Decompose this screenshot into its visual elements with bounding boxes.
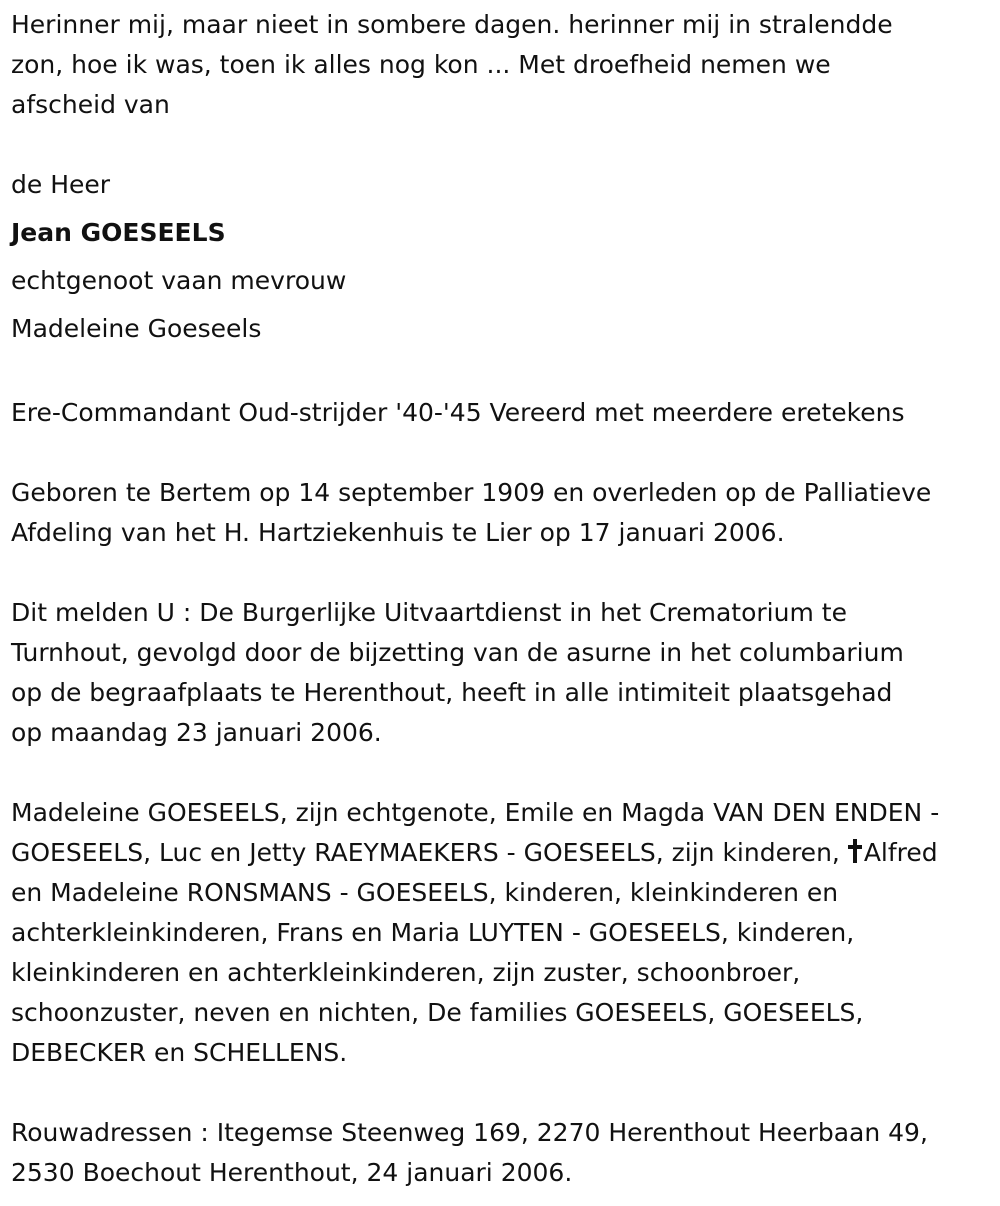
birth-death-line: Afdeling van het H. Hartziekenhuis te Lier op 17 januari 2006. [11, 518, 785, 547]
cross-icon [848, 839, 862, 863]
spacer [11, 753, 996, 793]
intro-paragraph [11, 5, 996, 125]
family-line: en Madeleine RONSMANS - GOESEELS, kinderen, kleinkinderen en [11, 878, 839, 907]
deceased-name: Jean GOESEELS [11, 218, 226, 247]
ceremony-line: Dit melden U : De Burgerlijke Uitvaartdienst in het Crematorium te [11, 598, 847, 627]
family-line-part: Alfred [863, 838, 938, 867]
family-line: Madeleine GOESEELS, zijn echtgenote, Emile en Magda VAN DEN ENDEN - [11, 798, 940, 827]
family-line-part: GOESEELS, Luc en Jetty RAEYMAEKERS - GOESEELS, zijn kinderen, [11, 838, 848, 867]
family-line [11, 833, 996, 873]
spouse-name: Madeleine Goeseels [11, 314, 262, 343]
birth-death-paragraph [11, 473, 996, 553]
family-line: achterkleinkinderen, Frans en Maria LUYTEN - GOESEELS, kinderen, [11, 918, 855, 947]
address-line: 2530 Boechout Herenthout, 24 januari 2006. [11, 1158, 573, 1187]
spacer [11, 553, 996, 593]
ceremony-line: op de begraafplaats te Herenthout, heeft in alle intimiteit plaatsgehad [11, 678, 893, 707]
honors-line: Ere-Commandant Oud-strijder '40-'45 Vereerd met meerdere eretekens [11, 398, 905, 427]
family-line: DEBECKER en SCHELLENS. [11, 1038, 348, 1067]
spacer [11, 353, 996, 393]
family-paragraph [11, 793, 996, 1073]
birth-death-line: Geboren te Bertem op 14 september 1909 en overleden op de Palliatieve [11, 478, 932, 507]
obituary-document [11, 5, 996, 1193]
family-line: schoonzuster, neven en nichten, De families GOESEELS, GOESEELS, [11, 998, 864, 1027]
intro-line: zon, hoe ik was, toen ik alles nog kon ... Met droefheid nemen we [11, 50, 831, 79]
family-line: kleinkinderen en achterkleinkinderen, zijn zuster, schoonbroer, [11, 958, 801, 987]
spacer [11, 125, 996, 165]
intro-line: Herinner mij, maar nieet in sombere dagen. herinner mij in stralendde [11, 10, 893, 39]
deceased-title: de Heer [11, 170, 111, 199]
ceremony-paragraph [11, 593, 996, 753]
ceremony-line: op maandag 23 januari 2006. [11, 718, 382, 747]
deceased-block [11, 161, 996, 353]
ceremony-line: Turnhout, gevolgd door de bijzetting van de asurne in het columbarium [11, 638, 904, 667]
spacer [11, 1073, 996, 1113]
intro-line: afscheid van [11, 90, 170, 119]
address-line: Rouwadressen : Itegemse Steenweg 169, 2270 Herenthout Heerbaan 49, [11, 1118, 928, 1147]
spouse-label: echtgenoot vaan mevrouw [11, 266, 347, 295]
honors-paragraph [11, 393, 996, 433]
spacer [11, 433, 996, 473]
addresses-paragraph [11, 1113, 996, 1193]
